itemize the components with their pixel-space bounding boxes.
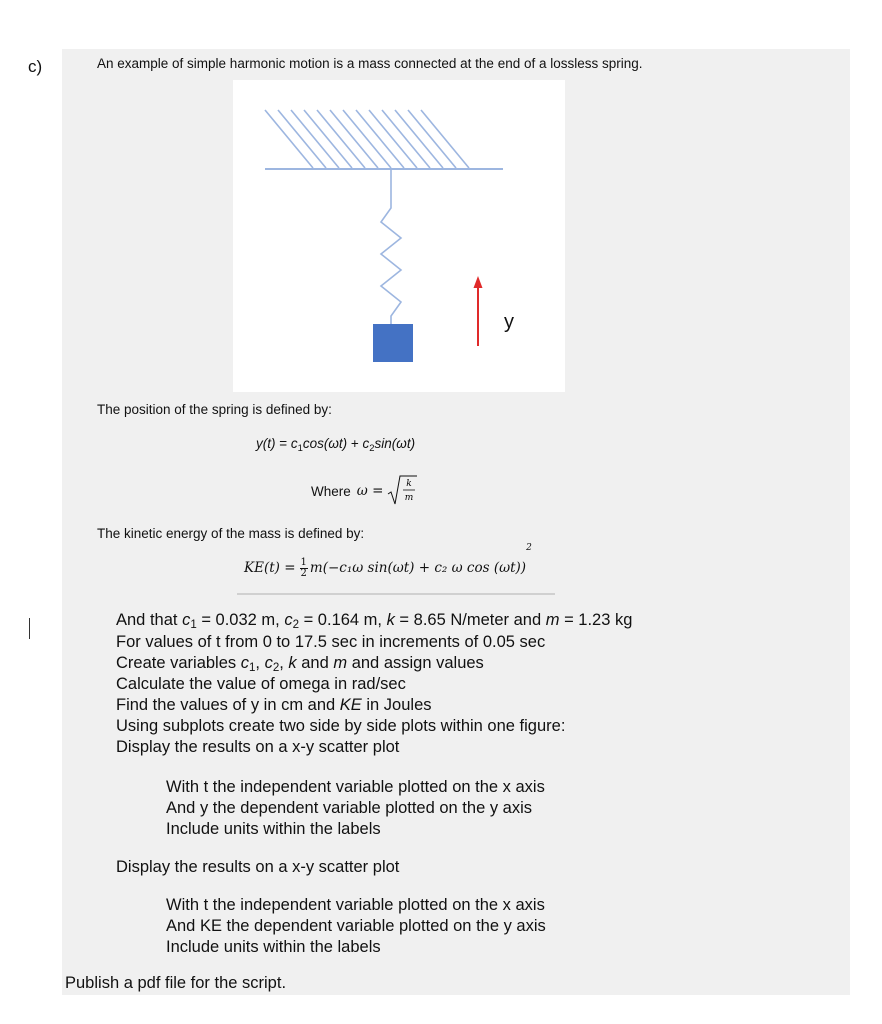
intro-text: An example of simple harmonic motion is a mass connected at the end of a lossless spring. bbox=[97, 56, 643, 71]
spring-figure bbox=[233, 80, 565, 392]
ke-fraction bbox=[300, 558, 308, 579]
y-arrow-head bbox=[474, 276, 483, 288]
range-line: For values of t from 0 to 17.5 sec in increments of 0.05 sec bbox=[116, 633, 546, 651]
eq-c1-sub: 1 bbox=[297, 443, 303, 454]
plot1-y-axis: And y the dependent variable plotted on the y axis bbox=[166, 799, 533, 817]
display-line-1: Display the results on a x-y scatter plot bbox=[116, 738, 400, 756]
create-and: and bbox=[296, 654, 334, 672]
sqrt-symbol bbox=[387, 474, 417, 509]
ke-power bbox=[526, 542, 532, 548]
spring-diagram bbox=[233, 80, 565, 392]
spring-coil bbox=[381, 169, 401, 324]
create-c2-sub: 2 bbox=[272, 662, 280, 674]
y-label: y bbox=[504, 311, 514, 333]
create-sep1: , bbox=[255, 654, 265, 672]
ke-equation bbox=[244, 550, 532, 586]
omega-den: m bbox=[405, 492, 414, 503]
ke-intro: The kinetic energy of the mass is defined by: bbox=[97, 526, 365, 541]
create-m: m bbox=[333, 654, 348, 672]
mass-block bbox=[373, 324, 413, 362]
sqrt-icon bbox=[387, 474, 417, 506]
eq-term2: sin(ωt) bbox=[374, 436, 416, 451]
values-c1-value: = 0.032 m, bbox=[196, 611, 285, 629]
eq-c2: c bbox=[362, 436, 370, 451]
omega-definition bbox=[311, 474, 417, 508]
eq-plus: + bbox=[347, 436, 363, 451]
values-c2-value: = 0.164 m, bbox=[299, 611, 387, 629]
ceiling-hatching bbox=[265, 110, 469, 168]
eq-c1: c bbox=[290, 436, 298, 451]
values-k: k bbox=[386, 611, 395, 629]
plot1-units: Include units within the labels bbox=[166, 820, 381, 838]
eq-equals: = bbox=[275, 436, 291, 451]
where-label: Where bbox=[311, 483, 351, 499]
eq-term1: cos(ωt) bbox=[302, 436, 348, 451]
equation-divider bbox=[237, 593, 555, 595]
ke-body: m(−c₁ω sin(ωt) + c₂ ω cos (ωt)) bbox=[309, 560, 527, 576]
position-intro: The position of the spring is defined by: bbox=[97, 402, 332, 417]
plot2-units: Include units within the labels bbox=[166, 938, 381, 956]
find-ke: KE bbox=[339, 696, 362, 714]
create-suffix: and assign values bbox=[347, 654, 484, 672]
create-c2: c bbox=[264, 654, 273, 672]
ke-frac-den: 2 bbox=[300, 567, 307, 579]
values-line bbox=[116, 610, 632, 631]
values-prefix: And that bbox=[116, 611, 183, 629]
omega-num: k bbox=[406, 478, 413, 489]
publish-line: Publish a pdf file for the script. bbox=[65, 974, 287, 992]
create-prefix: Create variables bbox=[116, 654, 241, 672]
text-cursor bbox=[29, 618, 30, 639]
values-k-value: = 8.65 N/meter and bbox=[394, 611, 546, 629]
find-line bbox=[116, 695, 432, 716]
values-c1-sub: 1 bbox=[190, 619, 197, 631]
create-line bbox=[116, 653, 484, 674]
plot2-y-axis: And KE the dependent variable plotted on the y axis bbox=[166, 917, 546, 935]
create-sep2: , bbox=[279, 654, 289, 672]
values-c2: c bbox=[284, 611, 293, 629]
omega-lhs: ω = bbox=[356, 483, 384, 499]
values-m: m bbox=[545, 611, 560, 629]
create-k: k bbox=[288, 654, 297, 672]
find-suffix: in Joules bbox=[361, 696, 432, 714]
create-c1-sub: 1 bbox=[248, 662, 256, 674]
ke-frac-num: 1 bbox=[300, 556, 307, 568]
values-c1: c bbox=[182, 611, 191, 629]
plot2-x-axis: With t the independent variable plotted on the x axis bbox=[166, 896, 545, 914]
values-m-value: = 1.23 kg bbox=[559, 611, 633, 629]
omega-line: Calculate the value of omega in rad/sec bbox=[116, 675, 406, 693]
subplot-line: Using subplots create two side by side plots within one figure: bbox=[116, 717, 566, 735]
values-c2-sub: 2 bbox=[292, 619, 299, 631]
part-label: c) bbox=[28, 57, 43, 76]
find-prefix: Find the values of y in cm and bbox=[116, 696, 340, 714]
ke-lhs: KE(t) = bbox=[244, 560, 296, 576]
position-equation bbox=[256, 436, 416, 454]
eq-lhs: y(t) bbox=[256, 436, 276, 451]
eq-c2-sub: 2 bbox=[369, 443, 375, 454]
create-c1: c bbox=[240, 654, 249, 672]
display-line-2: Display the results on a x-y scatter plot bbox=[116, 858, 400, 876]
plot1-x-axis: With t the independent variable plotted on the x axis bbox=[166, 778, 545, 796]
